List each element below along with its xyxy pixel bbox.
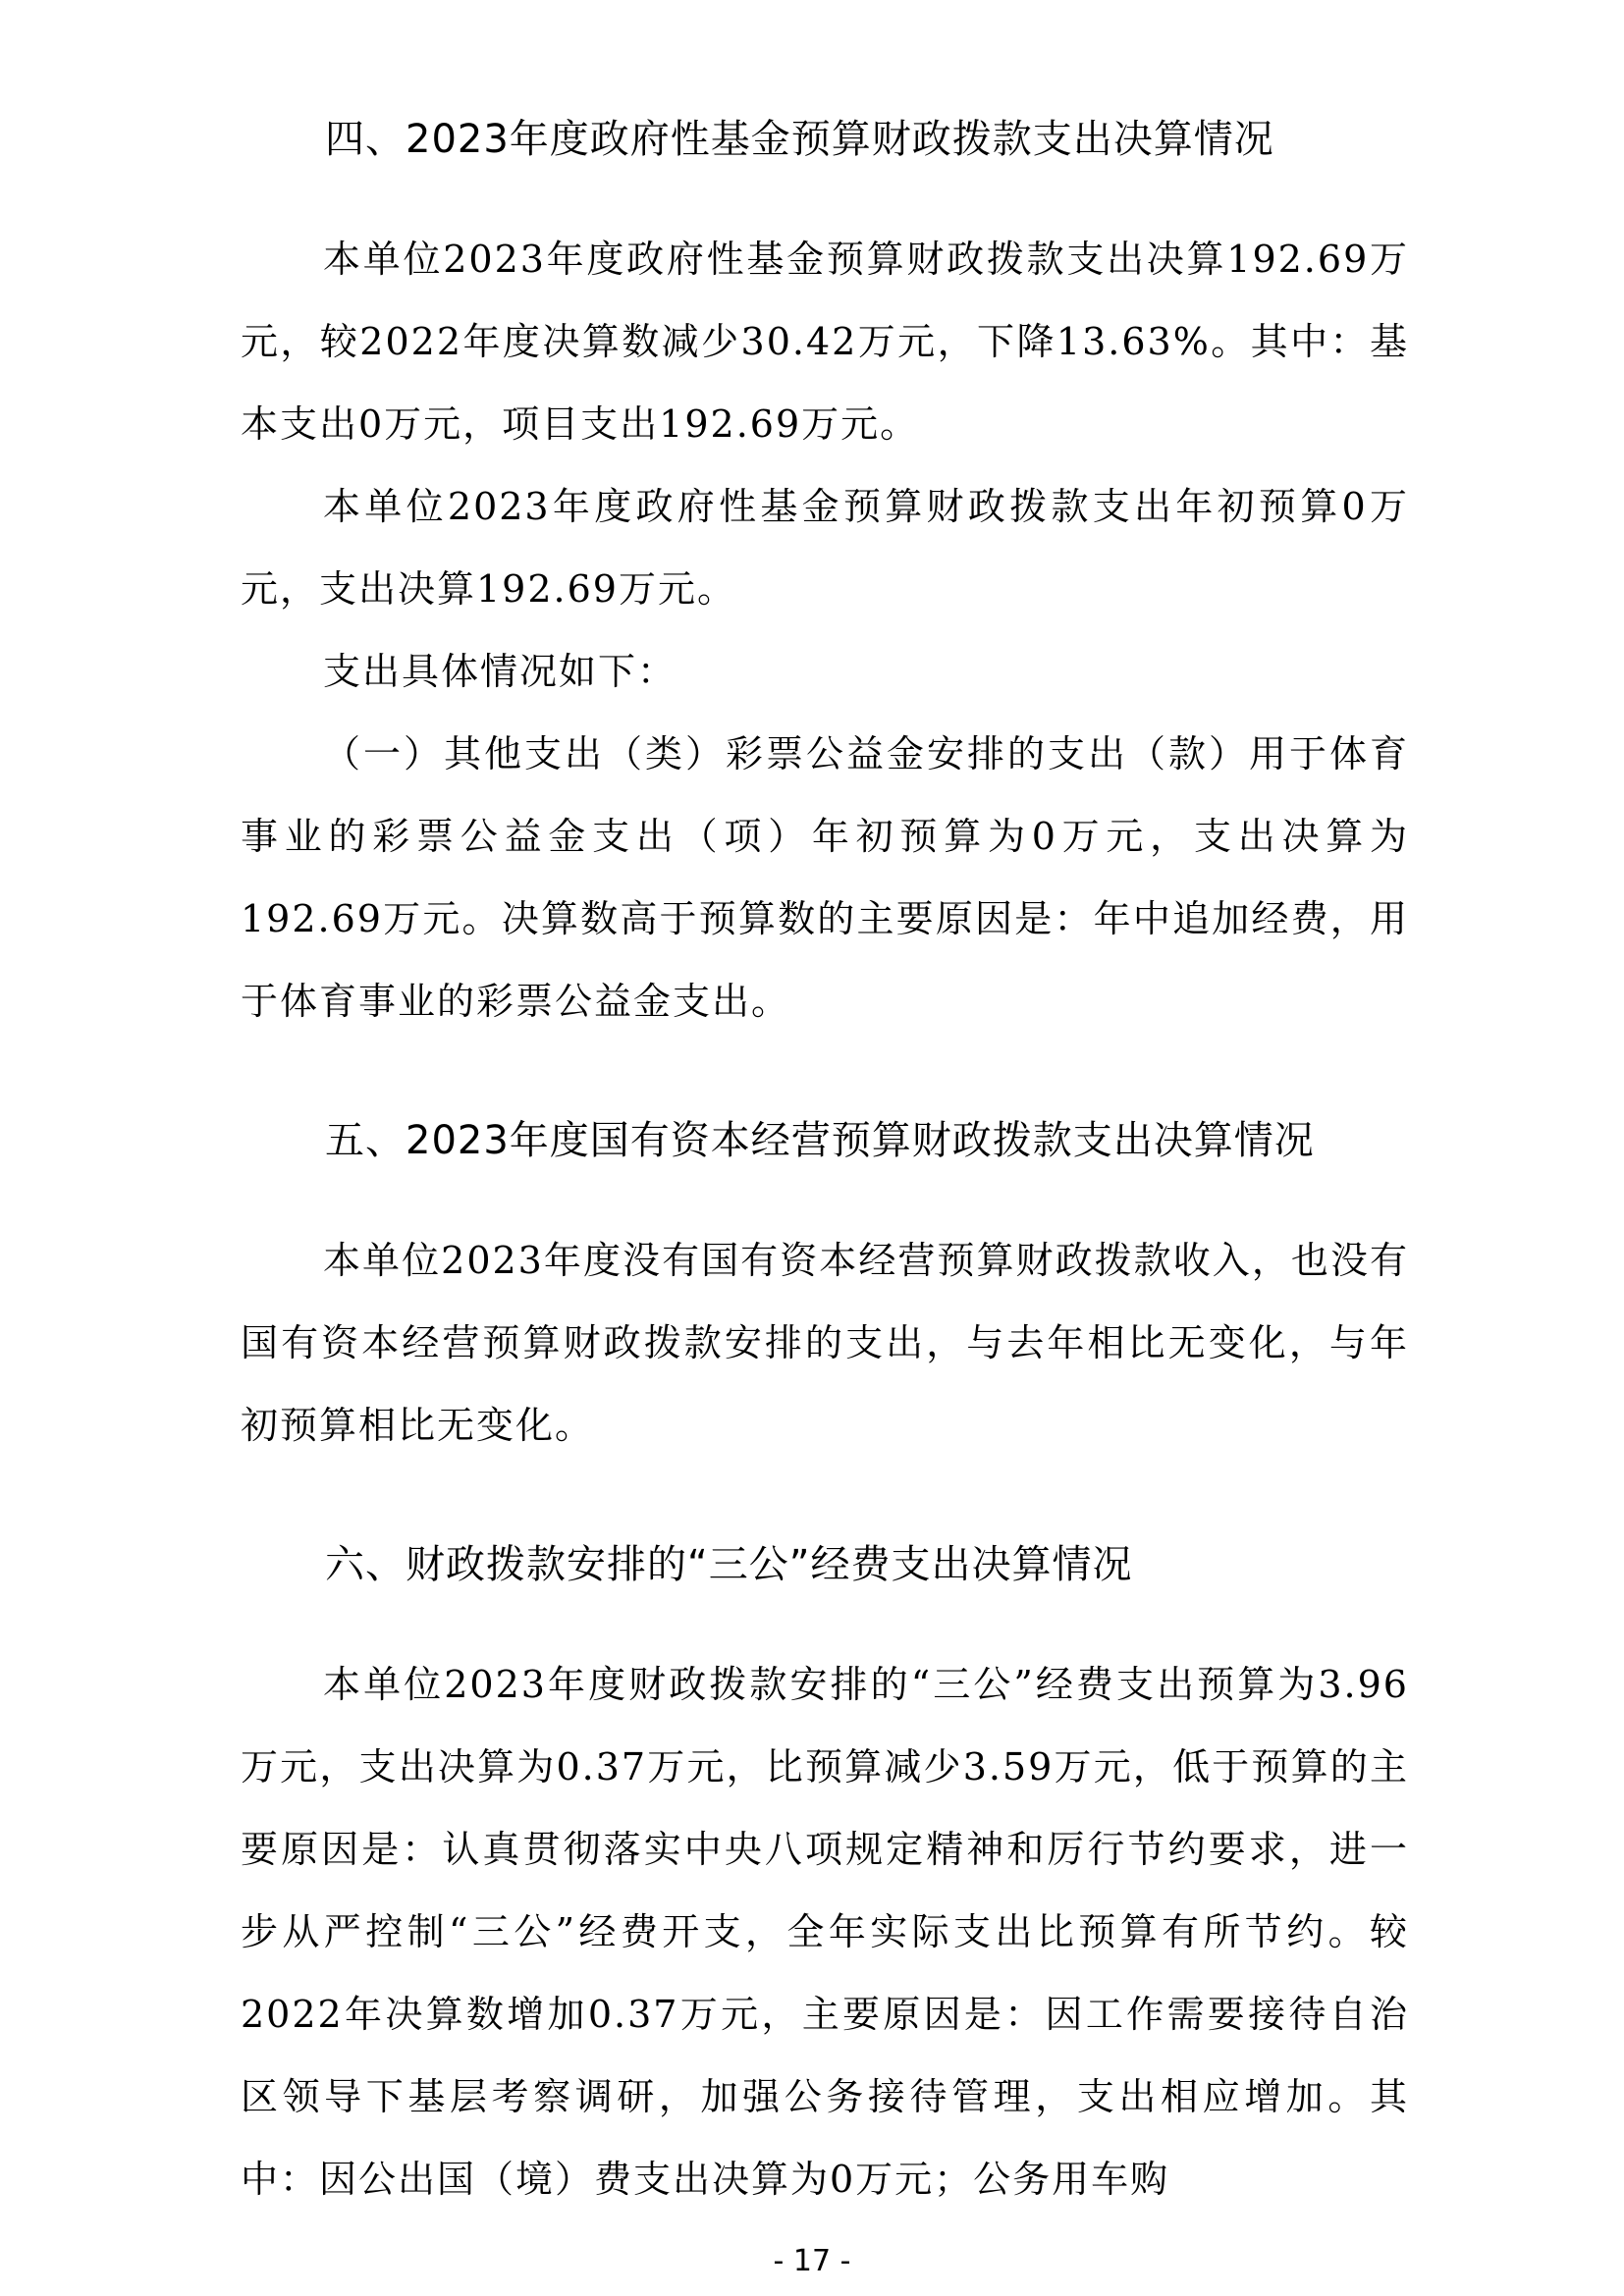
spacer	[241, 181, 1409, 218]
section-6-paragraph-1: 本单位2023年度财政拨款安排的“三公”经费支出预算为3.96万元，支出决算为0.37万元，比预算减少3.59万元，低于预算的主要原因是：认真贯彻落实中央八项规定精神和厉行节约要求，进一步从严控制“三公”经费开支，全年实际支出比预算有所节约。较2022年决算数增加0.37万元，主要原因是：因工作需要接待自治区领导下基层考察调研，加强公务接待管理，支出相应增加。其中：因公出国（境）费支出决算为0万元；公务用车购	[241, 1663, 1409, 2201]
page-number: - 17 -	[773, 2244, 851, 2278]
section-6-heading: 六、财政拨款安排的“三公”经费支出决算情况	[325, 1542, 1133, 1587]
page-content	[241, 98, 1409, 2220]
spacer	[241, 1467, 1409, 1523]
spacer	[241, 1182, 1409, 1219]
section-5-paragraph-1: 本单位2023年度没有国有资本经营预算财政拨款收入，也没有国有资本经营预算财政拨款安排的支出，与去年相比无变化，与年初预算相比无变化。	[241, 1239, 1409, 1447]
section-4-paragraph-3: 支出具体情况如下：	[323, 650, 677, 693]
section-4-paragraph-1: 本单位2023年度政府性基金预算财政拨款支出决算192.69万元，较2022年度决算数减少30.42万元，下降13.63%。其中：基本支出0万元，项目支出192.69万元。	[241, 238, 1409, 446]
spacer	[241, 1606, 1409, 1643]
section-4-paragraph-2: 本单位2023年度政府性基金预算财政拨款支出年初预算0万元，支出决算192.69万元。	[241, 485, 1409, 611]
section-4-paragraph-4: （一）其他支出（类）彩票公益金安排的支出（款）用于体育事业的彩票公益金支出（项）年初预算为0万元，支出决算为192.69万元。决算数高于预算数的主要原因是：年中追加经费，用于体育事业的彩票公益金支出。	[241, 732, 1409, 1023]
section-4-heading: 四、2023年度政府性基金预算财政拨款支出决算情况	[325, 117, 1274, 162]
spacer	[241, 1042, 1409, 1099]
section-5-heading: 五、2023年度国有资本经营预算财政拨款支出决算情况	[325, 1118, 1315, 1163]
